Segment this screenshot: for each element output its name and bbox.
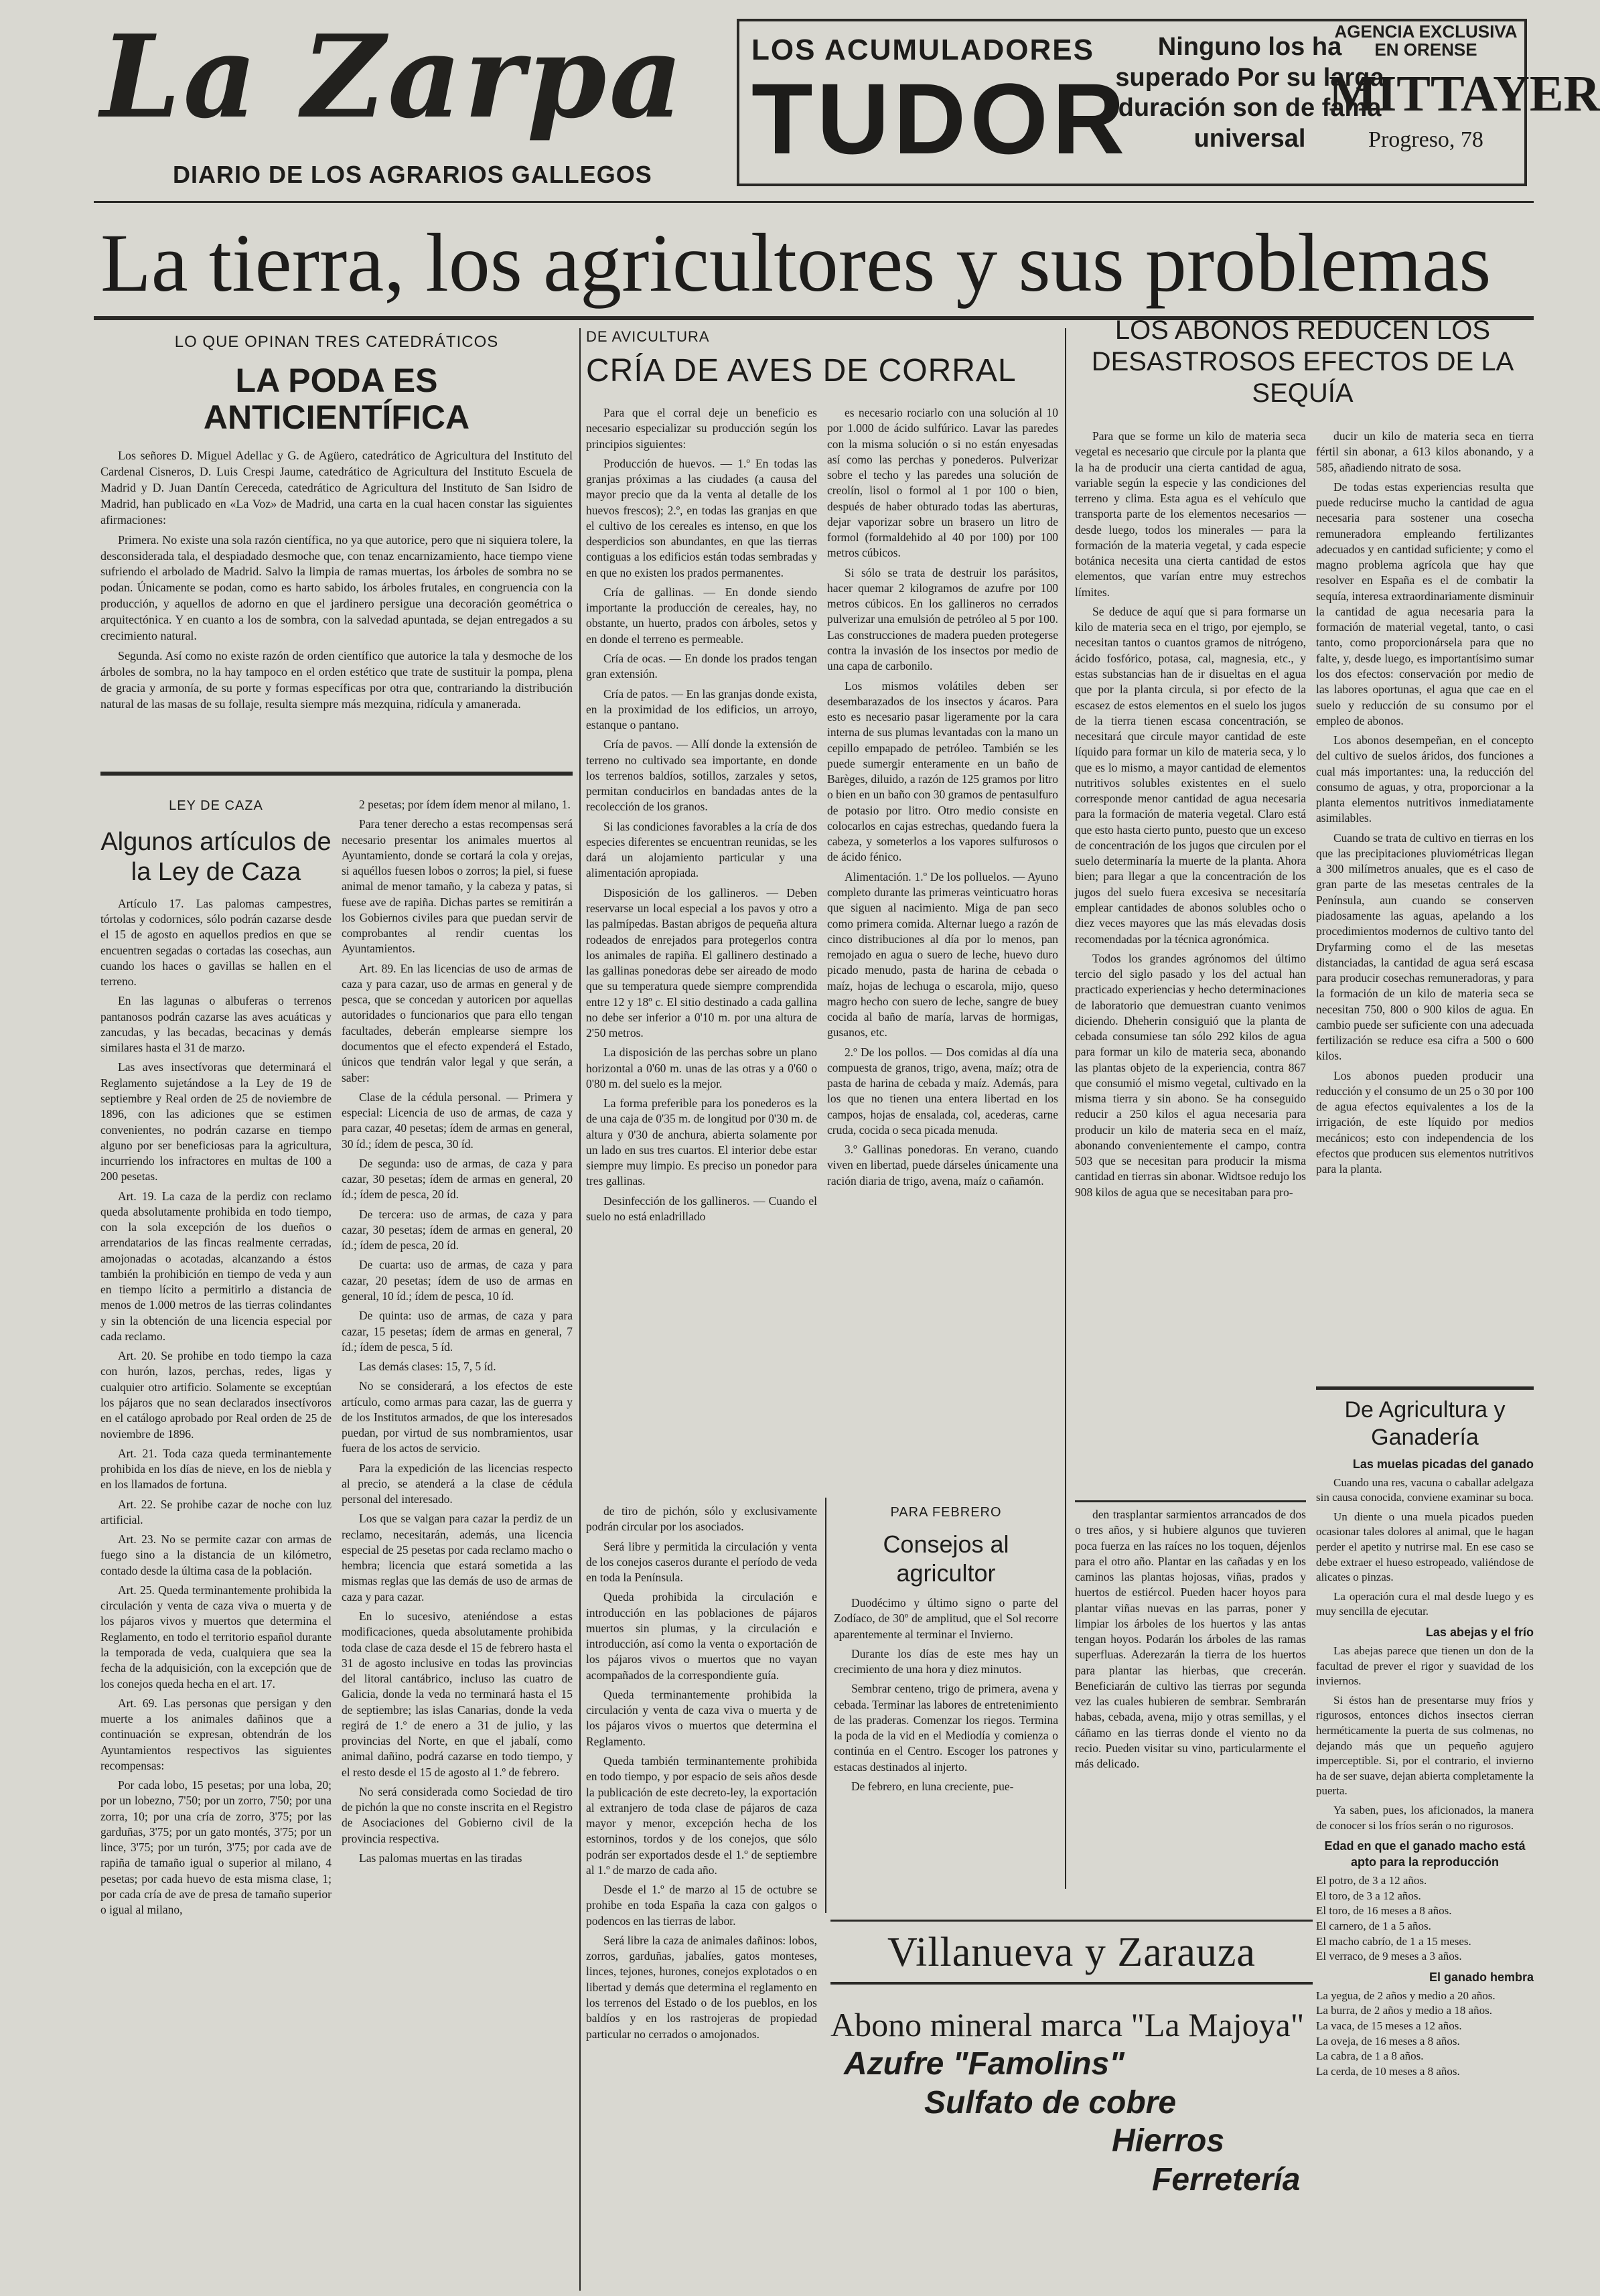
ley-paragraph: Art. 19. La caza de la perdiz con reclamo queda absolutamente prohibida en todo tiempo, con la sola excepción de los dueños o arrendatarios de las fincas realmente cerradas, amojonadas o acotadas, alcanzando a éstos también la prohibición en tiempo de veda y aun en tiempo lícito a permitirlo a distancia de menos de 1.000 metros de las tierras colindantes y sin la obtención de una licencia especial por cada reclamo. [100, 1189, 332, 1343]
agricultura-title: De Agricultura y Ganadería [1344, 1397, 1506, 1450]
tudor-ad-top: LOS ACUMULADORES [751, 33, 1094, 66]
aves-paragraph: Si sólo se trata de destruir los parásitos, hacer quemar 2 kilogramos de azufre por 100 metros cúbicos. En los gallineros no cerrados pulverizar una emulsión de petróleo al 5 por 100. Las construcciones de madera pueden protegerse contra la invasión de los insectos por medio de una capa de carbonilo. [827, 565, 1058, 673]
abonos-paragraph: De todas estas experiencias resulta que puede reducirse mucho la cantidad de agua necesaria para sostener una cosecha remuneradora empleando fertilizantes adecuados y en cantidad suficiente; y como el magno problema agrícola que hay que resolver en España es el de combatir la sequía, interesa extraordinariamente disminuir la cantidad de agua necesaria para la formación de material vegetal, tanto, o casi tanto, como proporcionársela para que no falte, y, desde luego, es importantísimo sumar los dos efectos: conservación por medio de las labores oportunas, el agua que cae en el suelo y reducción de su consumo por el empleo de abonos. [1316, 480, 1534, 727]
agricultura-paragraph: Cuando una res, vacuna o caballar adelgaza sin causa conocida, conviene examinar su boca. [1316, 1476, 1534, 1504]
ley-paragraph: de tiro de pichón, sólo y exclusivamente podrán circular por los asociados. [586, 1504, 817, 1534]
ley-paragraph: Las palomas muertas en las tiradas [359, 1851, 522, 1865]
abonos-title: LOS ABONOS REDUCEN LOS DESASTROSOS EFECTOS DE LA SEQUÍA [1091, 315, 1514, 409]
abonos-paragraph: Todos los grandes agrónomos del último tercio del siglo pasado y los del actual han practicado experiencias y hecho determinaciones de laboratorio que demuestran cuanto venimos diciendo. Dheherin consiguió que la planta de cebada consumiese tan sólo 292 kilos de agua para formar un kilo de materia seca, abonando las plantas objeto de la experiencia, contra 867 que consumió el mismo vegetal, cultivado en la misma tierra y sin abono. Se ha conseguido reducir a 250 kilos el agua necesaria para producir un kilo de materia seca en el maíz, abonando convenientemente el campo, contra 503 que se necesitan para producir la misma cantidad en tierras sin abonar. Widtsoe redujo los 908 kilos de agua que se necesitaban para pro- [1075, 951, 1306, 1199]
agricultura-subheading: Edad en que el ganado macho está apto para la reproducción [1324, 1839, 1526, 1869]
column-divider [825, 1498, 826, 1913]
column-divider [579, 328, 581, 2291]
ley-paragraph: No se considerará, a los efectos de este artículo, como armas para cazar, las de guerra y de los Institutos armados, de que los interesados puedan, por virtud de sus nombramientos, usar fuera de los actos de servicio. [342, 1379, 573, 1455]
agricultura-paragraph: Un diente o una muela picados pueden ocasionar tales dolores al animal, que le hagan perder el apetito y nutrirse mal. En ese caso se debe extraer el hueso estropeado, valiéndose de alicates o pinzas. [1316, 1510, 1534, 1584]
article-agricultura-ganaderia [1316, 1396, 1534, 2079]
list-item: El toro, de 3 a 12 años. [1316, 1889, 1421, 1902]
article-poda [100, 332, 573, 717]
ley-paragraph: De quinta: uso de armas, de caza y para cazar, 15 pesetas; ídem de armas en general, 7 íd.; ídem de pesca, 5 íd. [342, 1309, 573, 1354]
tudor-ad-address: Progreso, 78 [1368, 127, 1483, 152]
article-ley-caza-col-a [100, 797, 332, 1922]
article-consejos [834, 1504, 1058, 1798]
ley-paragraph: Art. 23. No se permite cazar con armas de fuego sino a la distancia de un kilómetro, contado desde la última casa de la población. [100, 1532, 332, 1577]
abonos-paragraph: Cuando se trata de cultivo en tierras en los que las precipitaciones pluviométricas llegan a 300 milímetros anuales, que es el caso de gran parte de las mesetas centrales de la Península, aun cuando se conserven piadosamente las aguas, apelando a los procedimientos modernos de cultivo tanto del Dryfarming como el de las mesetas distanciadas, la cantidad de agua será escasa para producir cosechas remuneradoras, y para la formación de un kilo de materia seca se necesitan 750, 800 o 900 kilos de agua. En cambio puede ser suficiente con una adecuada fertilización se reduce esa cifra a 500 o 600 kilos. [1316, 831, 1534, 1063]
ley-paragraph: Será libre y permitida la circulación y venta de los conejos caseros durante el período de veda en toda la Península. [586, 1539, 818, 1585]
ley-paragraph: Clase de la cédula personal. — Primera y especial: Licencia de uso de armas, de caza y para cazar, 40 pesetas; ídem de armas en general, 30 íd.; ídem de pesca, 30 íd. [342, 1090, 573, 1151]
section-rule [100, 772, 573, 776]
article-abonos-col-b [1316, 429, 1534, 1181]
aves-paragraph: Para que el corral deje un beneficio es necesario especializar su producción según los principios siguientes: [586, 406, 817, 451]
consejos-kicker: PARA FEBRERO [890, 1505, 1002, 1520]
abonos-header [1072, 315, 1534, 410]
consejos-paragraph: den trasplantar sarmientos arrancados de dos o tres años, y si hubiere algunos que tuvieren poca fuerza en las raíces no los toquen, déjenlos para el otro año. Plantar en las cañadas y en los caminos las plantas hojosas, viñas, prados y huertos de estiércol. Pueden hacer hoyos para plantar viñas nuevas en las parras, poner y limpiar los árboles de los huertos y las antas tengan hoyos. Podarán los árboles de las ramas superfluas. Aderezarán la tierra de los huertos para plantar las hierbas, que crecerán. Beneficiarán de cultivo las tierras por segunda vez las cuales hubieren de sembrar. Sembrarán habas, cebada, avena, mijo y otras semillas, y el cáñamo en las tierras donde el viento no da recio. Pueden visitar su vino, particularmente el más delicado. [1075, 1508, 1306, 1771]
list-item: La cabra, de 1 a 8 años. [1316, 2050, 1424, 2063]
tudor-ad-brand: TUDOR [751, 62, 1129, 175]
ley-paragraph: Art. 20. Se prohibe en todo tiempo la caza con hurón, lazos, perchas, redes, ligas y cualquier otro artificio. Solamente se exceptúan los pájaros que no sean declarados insectívoros en el catálogo aprobado por Real orden de 25 de noviembre de 1896. [100, 1349, 332, 1441]
villanueva-ad-rule [830, 1982, 1313, 1985]
ley-kicker: LEY DE CAZA [169, 798, 263, 813]
abonos-paragraph: Los abonos pueden producir una reducción y el consumo de un 25 o 30 por 100 de agua efectos equivalentes a los de la irrigación, de este líquido por medios mecánicos; esto con independencia de los efectos que producen sus elementos nutritivos para la planta. [1316, 1068, 1534, 1176]
article-abonos-col-a [1075, 429, 1306, 1204]
consejos-title: Consejos al agricultor [883, 1530, 1009, 1587]
main-headline: La tierra, los agricultores y sus problemas [100, 217, 1492, 309]
list-item: La vaca, de 15 meses a 12 años. [1316, 2019, 1462, 2032]
agricultura-subheading: Las abejas y el frío [1425, 1626, 1534, 1640]
ley-paragraph: De cuarta: uso de armas, de caza y para cazar, 20 pesetas; ídem de uso de armas en general, 10 íd.; ídem de pesca, 10 íd. [342, 1258, 573, 1303]
masthead-rule [94, 201, 1534, 203]
avicultura-header [586, 327, 1058, 390]
agricultura-paragraph: Si éstos han de presentarse muy fríos y rigurosos, entonces dichos insectos cierran herméticamente la puerta de sus colmenas, no dejando más que un pequeño agujero imperceptible. Si, por el contrario, el invierno ha de ser suave, dejan abierta completamente la puerta. [1316, 1693, 1534, 1798]
agricultura-paragraph: Las abejas parece que tienen un don de la facultad de prever el rigor y suavidad de los inviernos. [1316, 1644, 1534, 1688]
list-item: La cerda, de 10 meses a 8 años. [1316, 2064, 1460, 2078]
abonos-paragraph: Los abonos desempeñan, en el concepto del cultivo de suelos áridos, dos funciones a cual más importantes: una, la reducción del consumo de aguas, y otra, proporcionar a la planta elementos nutritivos inmediatamente asimilables. [1316, 733, 1534, 825]
abonos-paragraph: Para que se forme un kilo de materia seca vegetal es necesario que circule por la planta que la ha de producir una cierta cantidad de agua, variable según la especie y las condiciones del terreno y clima. Esta agua es el vehículo que transporta parte de los elementos necesarios — desde luego, todos los minerales — para la formación de la materia vegetal, y cada especie botánica necesita una cierta cantidad de estos elementos, que varían entre muy estrechos límites. [1075, 429, 1306, 599]
aves-kicker: DE AVICULTURA [586, 328, 710, 345]
aves-paragraph: Disposición de los gallineros. — Deben reservarse un local especial a los pavos y otro a las palmípedas. Bastan abrigos de pequeña altura rodeados de enrejados para protegerlos contra los animales de rapiña. El gallinero destinado a las gallinas ponedoras debe ser aireado de modo que su temperatura quede siempre comprendida entre 12 y 18º c. El sitio destinado a cada gallina no debe ser inferior a 0'10 m. por una altura de 2'50 metros. [586, 885, 817, 1040]
villanueva-ad-line: Azufre "Famolins" [844, 2046, 1124, 2082]
agricultura-subheading: Las muelas picadas del ganado [1352, 1457, 1534, 1471]
agricultura-subheading: El ganado hembra [1429, 1970, 1534, 1984]
ley-paragraph: Art. 25. Queda terminantemente prohibida la circulación y venta de caza viva o muerta y de los pájaros vivos y muertos que determina el Reglamento, en todo el territorio español durante la temporada de veda, cualquiera que sea la fecha de la adquisición, con la excepción que de los conejos queda hecha en el art. 17. [100, 1583, 332, 1691]
ley-paragraph: Desde el 1.º de marzo al 15 de octubre se prohibe en toda España la caza con galgos o podencos en las tierras de labor. [586, 1883, 817, 1928]
list-item: El carnero, de 1 a 5 años. [1316, 1919, 1431, 1932]
article-consejos-continued [1075, 1507, 1306, 1776]
tudor-ad-claim: Ninguno los ha superado Por su larga duración son de fama universal [1115, 33, 1384, 153]
list-item: La oveja, de 16 meses a 8 años. [1316, 2034, 1460, 2048]
agricultura-paragraph: La operación cura el mal desde luego y es muy sencilla de ejecutar. [1316, 1589, 1534, 1618]
abonos-paragraph: ducir un kilo de materia seca en tierra fértil sin abonar, a 613 kilos abonando, y a 585, añadiendo nitrato de sosa. [1316, 429, 1534, 474]
newspaper-subtitle: DIARIO DE LOS AGRARIOS GALLEGOS [173, 161, 652, 188]
tudor-ad-agent: MITTAYER [1329, 65, 1600, 122]
ley-paragraph: Art. 21. Toda caza queda terminantemente prohibida en los días de nieve, en los de niebla y en los llamados de fortuna. [100, 1446, 332, 1492]
aves-paragraph: Cría de patos. — En las granjas donde exista, en la proximidad de los edificios, un arroyo, estanque o pantano. [586, 687, 817, 732]
ley-paragraph: En lo sucesivo, ateniéndose a estas modificaciones, queda absolutamente prohibida toda clase de caza desde el 15 de febrero hasta el 31 de agosto inclusive en todas las provincias del litoral cantábrico, incluso las cuatro de Galicia, donde la veda no terminará hasta el 15 de septiembre; las islas Canarias, donde la veda regirá de 1.º de enero a 31 de julio, y las provincias del Norte, en que el jabalí, como animal dañino, podrá cazarse en todo tiempo, y el resto desde el 15 de agosto al 1.º de febrero. [342, 1609, 573, 1779]
villanueva-ad-line: Abono mineral marca "La Majoya" [830, 2006, 1305, 2043]
ley-paragraph: Las aves insectívoras que determinará el Reglamento sujetándose a la Ley de 19 de septiembre y Real orden de 25 de noviembre de 1896, con las adiciones que se estimen convenientes, no podrán cazarse en tiempo alguno por ser beneficiosas para la agricultura, incurriendo los infractores en multas de 100 a 200 pesetas. [100, 1060, 332, 1183]
aves-paragraph: La disposición de las perchas sobre un plano horizontal a 0'60 m. unas de las otras y a 0'60 o 0'80 m. del suelo es la mejor. [586, 1046, 817, 1090]
ley-paragraph: En las lagunas o albuferas o terrenos pantanosos podrán cazarse las aves acuáticas y zancudas, y las becadas, becacinas y demás similares hasta el 31 de marzo. [100, 994, 332, 1055]
ley-title: Algunos artículos de la Ley de Caza [100, 827, 332, 887]
poda-paragraph: Primera. No existe una sola razón científica, no ya que autorice, pero que ni siquiera tolere, la desconsiderada tala, el despiadado desmoche que, con tenaz encarnizamiento, hace tiempo viene sufriendo el arbolado de Madrid. Salvo la limpia de ramas muertas, los árboles de sombra no se podan. Únicamente se podan, como es harto sabido, los árboles frutales, en congruencia con la producción, y aquellos de adorno en que el jardinero persigue una decoración geométrica o arquitectónica. Y en cuanto a los de sombra, con la salvedad apuntada, se dejan entregados a su crecimiento natural. [100, 532, 573, 643]
aves-paragraph: Cría de gallinas. — En donde siendo importante la producción de cereales, hay, no obstante, un huerto, prados con árboles, setos y en donde el terreno es permeable. [586, 585, 817, 646]
ley-paragraph: Los que se valgan para cazar la perdiz de un reclamo, necesitarán, además, una licencia especial de 25 pesetas por cada reclamo macho o hembra; licencia que estará sometida a las mismas reglas que las demás de uso de armas de caza y para cazar. [342, 1512, 573, 1603]
ley-paragraph: No será considerada como Sociedad de tiro de pichón la que no conste inscrita en el Registro de Asociaciones del Gobierno civil de la provincia respectiva. [342, 1784, 573, 1845]
ley-paragraph: Para la expedición de las licencias respecto al precio, se atenderá a la clase de cédula personal del interesado. [342, 1461, 573, 1506]
tudor-ad-agency-label: AGENCIA EXCLUSIVA EN ORENSE [1334, 21, 1518, 60]
consejos-paragraph: Duodécimo y último signo o parte del Zodíaco, de 30º de amplitud, que el Sol recorre aparentemente al terminar el Invierno. [834, 1595, 1058, 1641]
column-divider [1065, 328, 1066, 1889]
tudor-ad-agency [1329, 21, 1600, 153]
villanueva-ad-line: Ferretería [1152, 2161, 1301, 2198]
list-item: El toro, de 16 meses a 8 años. [1316, 1904, 1452, 1918]
section-rule [1075, 1500, 1306, 1502]
villanueva-ad-title: Villanueva y Zarauza [887, 1930, 1256, 1975]
ley-paragraph: Será libre la caza de animales dañinos: lobos, zorros, garduñas, jabalíes, gatos monteses, linces, tejones, hurones, conejos explotados o en libertad y demás que determina el reglamento en los terrenos del Estado o de los pueblos, en los baldíos y en los rastrojeras de propiedad particular no cerrados o amojonados. [586, 1933, 817, 2041]
villanueva-ad-line: Sulfato de cobre [924, 2084, 1177, 2121]
poda-paragraph: Los señores D. Miguel Adellac y G. de Agüero, catedrático de Agricultura del Instituto del Cardenal Cisneros, D. Luis Crespi Jaume, catedrático de Agricultura del Instituto Escuela de Madrid y D. Juan Dantín Cereceda, catedrático de Agricultura del Instituto de San Isidro de Madrid, han publicado en «La Voz» de Madrid, una carta en la cual hacen constar las siguientes afirmaciones: [100, 448, 573, 526]
aves-paragraph: es necesario rociarlo con una solución al 10 por 1.000 de ácido sulfúrico. Lavar las paredes con la misma solución o si no están enyesadas así como las perchas y ponederos. Pulverizar sobre el techo y las paredes una solución de creolín, lisol o formol al 1 por 100 o bien, después de haber obturado todas las aberturas, dejar vaporizar sobre un brasero un litro de formol (formaldehido al 40 por 100) por 100 metros cúbicos. [827, 406, 1058, 560]
villanueva-ad-line: Hierros [1112, 2123, 1225, 2159]
aves-paragraph: La forma preferible para los ponederos es la de una caja de 0'35 m. de longitud por 0'30 m. de altura y 0'30 de anchura, abierta solamente por un lado en sus tres cuartos. El interior debe estar siempre muy limpio. Es preciso un ponedor para tres gallinas. [586, 1096, 817, 1188]
list-item: El potro, de 3 a 12 años. [1316, 1874, 1427, 1887]
list-item: El macho cabrío, de 1 a 15 meses. [1316, 1934, 1471, 1948]
poda-title: LA PODA ES ANTICIENTÍFICA [203, 361, 470, 436]
aves-paragraph: 3.º Gallinas ponedoras. En verano, cuando viven en libertad, puede dárseles únicamente una ración diaria de trigo, avena, maíz o cañamón. [827, 1143, 1058, 1188]
ley-paragraph: Queda también terminantemente prohibida en todo tiempo, y por espacio de seis años desde la publicación de este decreto-ley, la exportación al extranjero de toda clase de pájaros de caza mayor y menor, excepción hecha de los estorninos, tordos y de los conejos, que sólo podrán ser exportados desde el 1.º de septiembre al 1.º de marzo de cada año. [586, 1753, 817, 1877]
aves-paragraph: Si las condiciones favorables a la cría de dos especies diferentes se encuentran reunidas, se les dará un alojamiento particular y una alimentación apropiada. [586, 819, 817, 880]
ley-paragraph: Art. 89. En las licencias de uso de armas de caza y para cazar, uso de armas en general y de pesca, que se concedan y autoricen por aquellas autoridades o funcionarios que para ello tengan facultades, deberán emplearse siempre los documentos que el efecto expenderá el Estado, únicos que tendrán valor legal y que serán, a saber: [342, 961, 573, 1084]
ley-paragraph: De tercera: uso de armas, de caza y para cazar, 30 pesetas; ídem de armas en general, 20 íd.; ídem de pesca, 20 íd. [342, 1207, 573, 1252]
ley-paragraph: 2 pesetas; por ídem ídem menor al milano, 1. [359, 798, 571, 811]
list-item: El verraco, de 9 meses a 3 años. [1316, 1950, 1462, 1963]
aves-paragraph: Producción de huevos. — 1.º En todas las granjas próximas a las ciudades (a causa del mayor precio que da la venta al detalle de los huevos frescos); 2.º, en todas las granjas en que el cultivo de los cereales es intenso, en que los desperdicios son abundantes, en que las tierras contiguas a los edificios están todas sembradas y en que no existen los prados permanentes. [586, 456, 817, 579]
list-item: La yegua, de 2 años y medio a 20 años. [1316, 1989, 1496, 2002]
ley-paragraph: Queda terminantemente prohibida la circulación y venta de caza viva o muerta y de los pájaros vivos o muertos que determina el Reglamento. [586, 1687, 817, 1748]
aves-paragraph: Los mismos volátiles deben ser desembarazados de los insectos y ácaros. Para esto es necesario pasar ligeramente por la cara interna de sus plumas levantadas con la mano un cepillo empapado de petróleo. También se les puede sumergir enteramente en un baño de Barèges, diluido, a razón de 125 gramos por litro o bien en un baño con 30 gramos de pentasulfuro de potasio por litro. Otro medio consiste en colocarlos en cajas estrechas, quedando fuera la cabeza, y someterlos a los vapores sulfurosos o de ácido fénico. [827, 678, 1058, 864]
consejos-paragraph: Sembrar centeno, trigo de primera, avena y cebada. Terminar las labores de entretenimiento de las praderas. Comenzar los riegos. Termina la poda de la vid en el Mediodía y comienza o continúa en el Centro. Escoger los patrones y estacas destinados al injerto. [834, 1682, 1058, 1774]
article-aves-col-a [586, 405, 817, 1228]
list-item: La burra, de 2 años y medio a 18 años. [1316, 2004, 1492, 2017]
newspaper-title: La Zarpa [100, 10, 686, 144]
aves-paragraph: Desinfección de los gallineros. — Cuando el suelo no está enladrillado [586, 1194, 817, 1224]
ley-paragraph: Art. 22. Se prohibe cazar de noche con luz artificial. [100, 1497, 332, 1526]
ley-paragraph: Las demás clases: 15, 7, 5 íd. [359, 1360, 496, 1374]
ley-paragraph: Por cada lobo, 15 pesetas; por una loba, 20; por un lobezno, 7'50; por un zorro, 7'50; por una zorra, 10; por una cría de zorro, 3'75; por las garduñas, 3'75; por un gato montés, 3'75; por un lince, 3'75; por un turón, 3'75; por cada ave de rapiña de tamaño igual o superior al milano, 4 pesetas; por cada huevo de esta misma clase, 1; por cada cría de ave de presa de tamaño superior o igual al milano, [100, 1778, 332, 1917]
poda-kicker: LO QUE OPINAN TRES CATEDRÁTICOS [174, 333, 499, 351]
aves-paragraph: Cría de pavos. — Allí donde la extensión de terreno no cultivado sea importante, en donde los terrenos baldíos, sotillos, zarzales y setos, permitan conducirlos en bandadas antes de la recolección de los granos. [586, 737, 817, 814]
agricultura-paragraph: Ya saben, pues, los aficionados, la manera de conocer si los fríos serán o no rigurosos. [1316, 1804, 1534, 1832]
ley-paragraph: Artículo 17. Las palomas campestres, tórtolas y codornices, sólo podrán cazarse desde el 15 de agosto en aquellos predios en que se encuentren segadas o cortadas las cosechas, aun cuando los haces o gavillas se hallen en el terreno. [100, 896, 332, 989]
ley-paragraph: Para tener derecho a estas recompensas será necesario presentar los animales muertos al Ayuntamiento, donde se cortará la cola y orejas, si aquéllos fuesen lobos o zorros; la piel, si fuese animal de menor tamaño, y la cabeza y patas, si fuese ave de rapiña. Dichas partes se remitirán a los Gobiernos civiles para que puedan servir de comprobantes al rendir cuentas los Ayuntamientos. [342, 817, 573, 956]
section-rule [1316, 1386, 1534, 1390]
article-ley-caza-col-c [586, 1504, 817, 2046]
ley-paragraph: De segunda: uso de armas, de caza y para cazar, 30 pesetas; ídem de armas en general, 20 íd.; ídem de pesca, 20 íd. [342, 1156, 573, 1202]
aves-paragraph: 2.º De los pollos. — Dos comidas al día una compuesta de granos, trigo, avena, maíz; otra de pasta de harina de cebada y maíz. Además, para los que no tienen una entera libertad en los campos, hojas de ensalada, col, acederas, carne cruda, cocida o seca picada menuda. [827, 1045, 1058, 1137]
villanueva-advertisement [830, 1929, 1313, 2291]
article-aves-col-b [827, 405, 1058, 1193]
abonos-paragraph: Se deduce de aquí que si para formarse un kilo de materia seca en el trigo, por ejemplo, se necesitan tantos o cuantos gramos de nitrógeno, ácido fosfórico, potasa, cal, magnesia, etc., y estas substancias han de ir disueltas en el agua que por la planta circula, si por efecto de la escasez de estos elementos en el suelo los jugos de la tierra tienen escasa concentración, se necesitará que circule mayor cantidad de este líquido para formar un kilo de materia seca, y lo que es lo mismo, a mayor cantidad de elementos nutritivos solubles existentes en el suelo corresponde menor cantidad de agua necesaria para la formación de materia vegetal. Claro está que esto hasta cierto punto, puesto que un exceso de concentración de los jugos que circulen por el suelo determinaría la muerte de la planta. Ahora bien; para llegar a que la concentración de los jugos del suelo fuera excesiva se necesitaría emplear cantidades de abonos solubles ocho o diez veces mayores que las más elevadas dosis recomendadas por la técnica agronómica. [1075, 604, 1306, 946]
consejos-paragraph: De febrero, en luna creciente, pue- [851, 1779, 1014, 1793]
ley-paragraph: Queda prohibida la circulación e introducción en las poblaciones de pájaros muertos sin plumas, y la circulación e introducción, así como la venta o exportación de los pájaros vivos o muertos que no vayan acompañados de la correspondiente guía. [586, 1590, 817, 1682]
tudor-advertisement [737, 19, 1600, 186]
section-rule [830, 1920, 1313, 1922]
consejos-paragraph: Durante los días de este mes hay un crecimiento de una hora y diez minutos. [834, 1646, 1058, 1676]
aves-title: CRÍA DE AVES DE CORRAL [586, 353, 1017, 389]
aves-paragraph: Cría de ocas. — En donde los prados tengan gran extensión. [586, 651, 817, 681]
aves-paragraph: Alimentación. 1.º De los polluelos. — Ayuno completo durante las primeras veinticuatro horas que siguen al nacimiento. Miga de pan seco como primera comida. Alternar luego a razón de cinco distribuciones al día por lo menos, pan remojado en agua o suero de leche, huevo duro picado menudo, pasta de harina de cebada o maíz, hojas de lechuga o escarola, mijo, queso magro hecho con suero de leche, sangre de buey cocida al baño de maría, larvas de hormigas, gusanos, etc. [827, 869, 1058, 1039]
poda-paragraph: Segunda. Así como no existe razón de orden científico que autorice la tala y desmoche de los árboles de sombra, no la hay tampoco en el orden estético que trate de sustituir la pompa, plena de gracia y armonía, de su porte y formas específicas por otra que, contrariando la distribución natural de las masas de su follaje, resulta siempre más mezquina, ridícula y amanerada. [100, 649, 573, 711]
article-ley-caza-col-b [342, 797, 573, 1870]
ley-paragraph: Art. 69. Las personas que persigan y den muerte a los animales dañinos que a continuación se expresan, obtendrán de los Ayuntamientos respectivos las siguientes recompensas: [100, 1696, 332, 1772]
